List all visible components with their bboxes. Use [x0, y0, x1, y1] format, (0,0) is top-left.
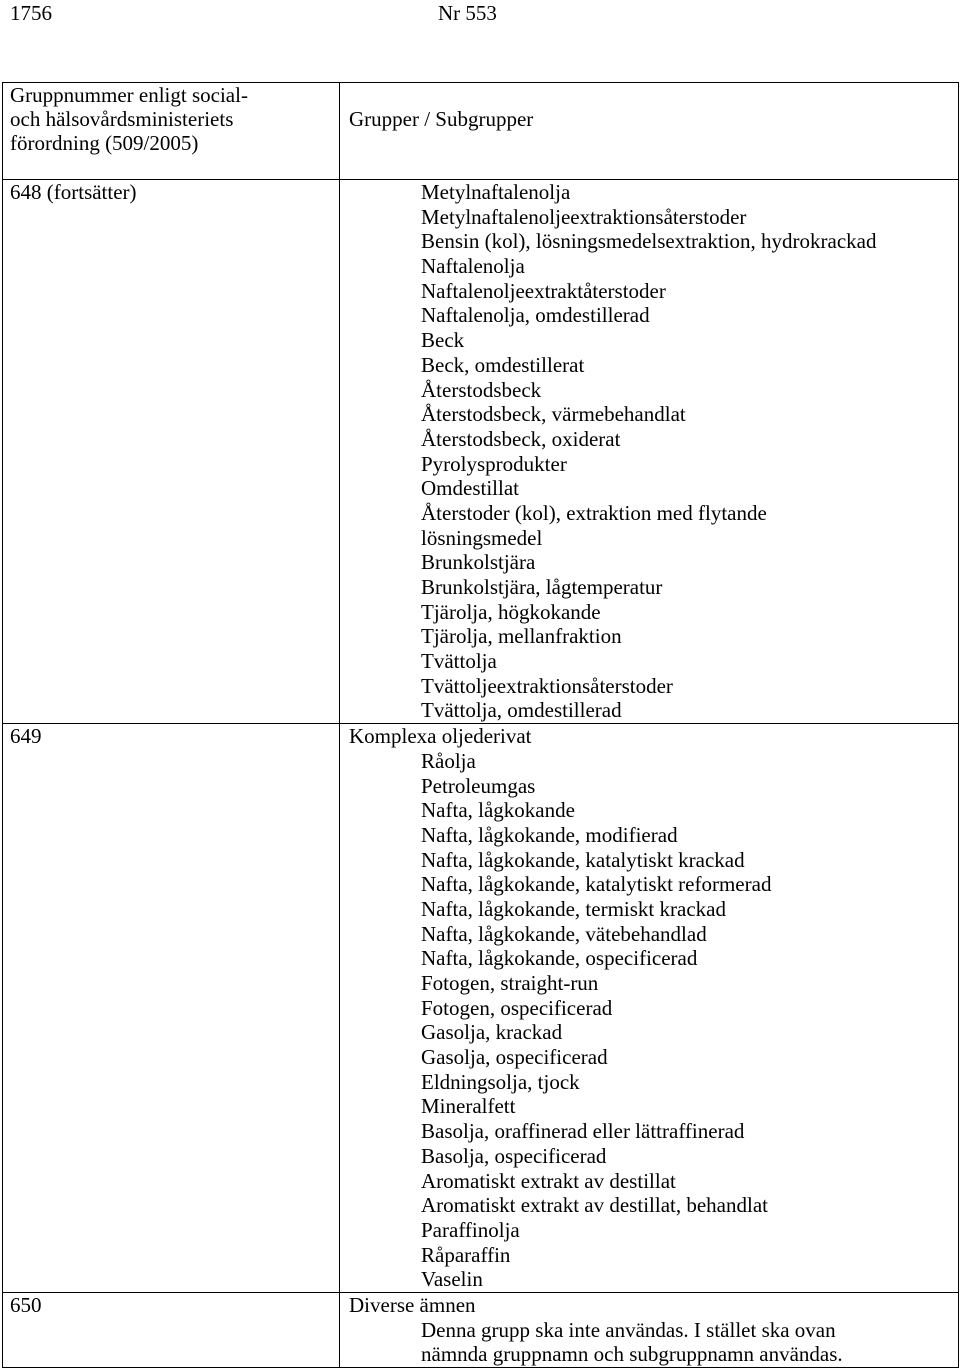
subgroup-item: Basolja, ospecificerad [421, 1143, 607, 1168]
table-body [3, 180, 959, 1368]
subgroup-item: Petroleumgas [421, 773, 536, 798]
subgroup-item: Fotogen, ospecificerad [421, 995, 613, 1020]
subgroup-item: Brunkolstjära, lågtemperatur [421, 575, 663, 599]
subgroup-item: Nafta, lågkokande [421, 798, 575, 823]
subgroup-item: Nafta, lågkokande, katalytiskt krackad [421, 847, 745, 872]
group-number-cell [3, 1292, 340, 1367]
subgroup-item: Tvättolja [421, 649, 497, 674]
subgroup-item: Naftalenolja [421, 254, 525, 279]
group-title: Diverse ämnen [349, 1292, 476, 1317]
table-row [3, 1292, 959, 1367]
subgroup-item: Tvättolja, omdestillerad [421, 698, 622, 723]
subgroup-item: Naftalenolja, omdestillerad [421, 303, 650, 328]
subgroup-item: Fotogen, straight-run [421, 971, 599, 995]
table-row [3, 724, 959, 1293]
subgroup-item: Omdestillat [421, 476, 519, 501]
subgroup-item: Nafta, lågkokande, vätebehandlad [421, 921, 707, 946]
subgroup-item: Paraffinolja [421, 1217, 520, 1242]
subgroup-item: Gasolja, ospecificerad [421, 1045, 608, 1070]
subgroup-item: Aromatiskt extrakt av destillat [421, 1168, 676, 1193]
group-number: 648 (fortsätter) [10, 180, 137, 204]
subgroup-item: Mineralfett [421, 1094, 516, 1119]
subgroup-item: lösningsmedel [421, 525, 543, 550]
table-row [3, 180, 959, 724]
subgroup-item: Tvättoljeextraktionsåterstoder [421, 673, 673, 698]
subgroup-item: Eldningsolja, tjock [421, 1069, 580, 1094]
subgroup-item: Naftalenoljeextraktåterstoder [421, 278, 666, 303]
subgroups-cell [340, 1292, 959, 1367]
groups-header [340, 83, 959, 180]
issue-number: Nr 553 [438, 1, 497, 25]
subgroup-item: Nafta, lågkokande, modifierad [421, 822, 678, 847]
subgroup-item: Återstodsbeck, värmebehandlat [421, 402, 686, 427]
group-number: 650 [10, 1292, 42, 1317]
group-number: 649 [10, 724, 42, 749]
page-header [0, 0, 960, 30]
group-number-header [3, 83, 340, 180]
subgroups-cell [340, 724, 959, 1293]
subgroup-item: Återstoder (kol), extraktion med flytande [421, 500, 767, 525]
subgroup-item: Gasolja, krackad [421, 1020, 563, 1045]
subgroup-item: Brunkolstjära [421, 550, 536, 575]
group-number-cell [3, 180, 340, 724]
subgroup-item: Tjärolja, högkokande [421, 599, 601, 624]
group-title: Komplexa oljederivat [349, 724, 532, 749]
page-number: 1756 [10, 1, 52, 25]
subgroup-item: Basolja, oraffinerad eller lättraffinerad [421, 1119, 745, 1144]
group-number-header-line: Gruppnummer enligt social- [10, 83, 248, 107]
subgroup-item: Metylnaftalenolja [421, 180, 571, 204]
subgroup-item: Denna grupp ska inte användas. I stället ska ovan [421, 1317, 836, 1342]
subgroup-item: Nafta, lågkokande, termiskt krackad [421, 896, 726, 921]
subgroup-item: Beck [421, 328, 465, 353]
subgroup-item: Tjärolja, mellanfraktion [421, 624, 622, 649]
subgroup-item: Pyrolysprodukter [421, 451, 567, 476]
subgroup-item: Nafta, lågkokande, ospecificerad [421, 946, 698, 971]
table-header-row [3, 83, 959, 180]
subgroup-item: Bensin (kol), lösningsmedelsextraktion, hydrokrackad [421, 229, 877, 254]
subgroup-item: Metylnaftalenoljeextraktionsåterstoder [421, 204, 747, 229]
group-number-cell [3, 724, 340, 1293]
subgroup-item: Vaselin [421, 1267, 483, 1292]
subgroup-item: Beck, omdestillerat [421, 352, 585, 377]
subgroup-item: nämnda gruppnamn och subgruppnamn användas. [421, 1342, 843, 1367]
subgroup-item: Råolja [421, 748, 476, 773]
group-number-header-line: förordning (509/2005) [10, 131, 199, 155]
subgroup-item: Återstodsbeck, oxiderat [421, 426, 621, 451]
groups-table [2, 82, 959, 1368]
subgroup-item: Återstodsbeck [421, 377, 542, 402]
subgroups-cell [340, 180, 959, 724]
subgroup-item: Råparaffin [421, 1242, 511, 1267]
subgroup-item: Nafta, lågkokande, katalytiskt reformerad [421, 872, 772, 897]
group-number-header-line: och hälsovårdsministeriets [10, 107, 234, 131]
subgroup-item: Aromatiskt extrakt av destillat, behandlat [421, 1193, 768, 1218]
groups-header-label: Grupper / Subgrupper [349, 107, 534, 131]
